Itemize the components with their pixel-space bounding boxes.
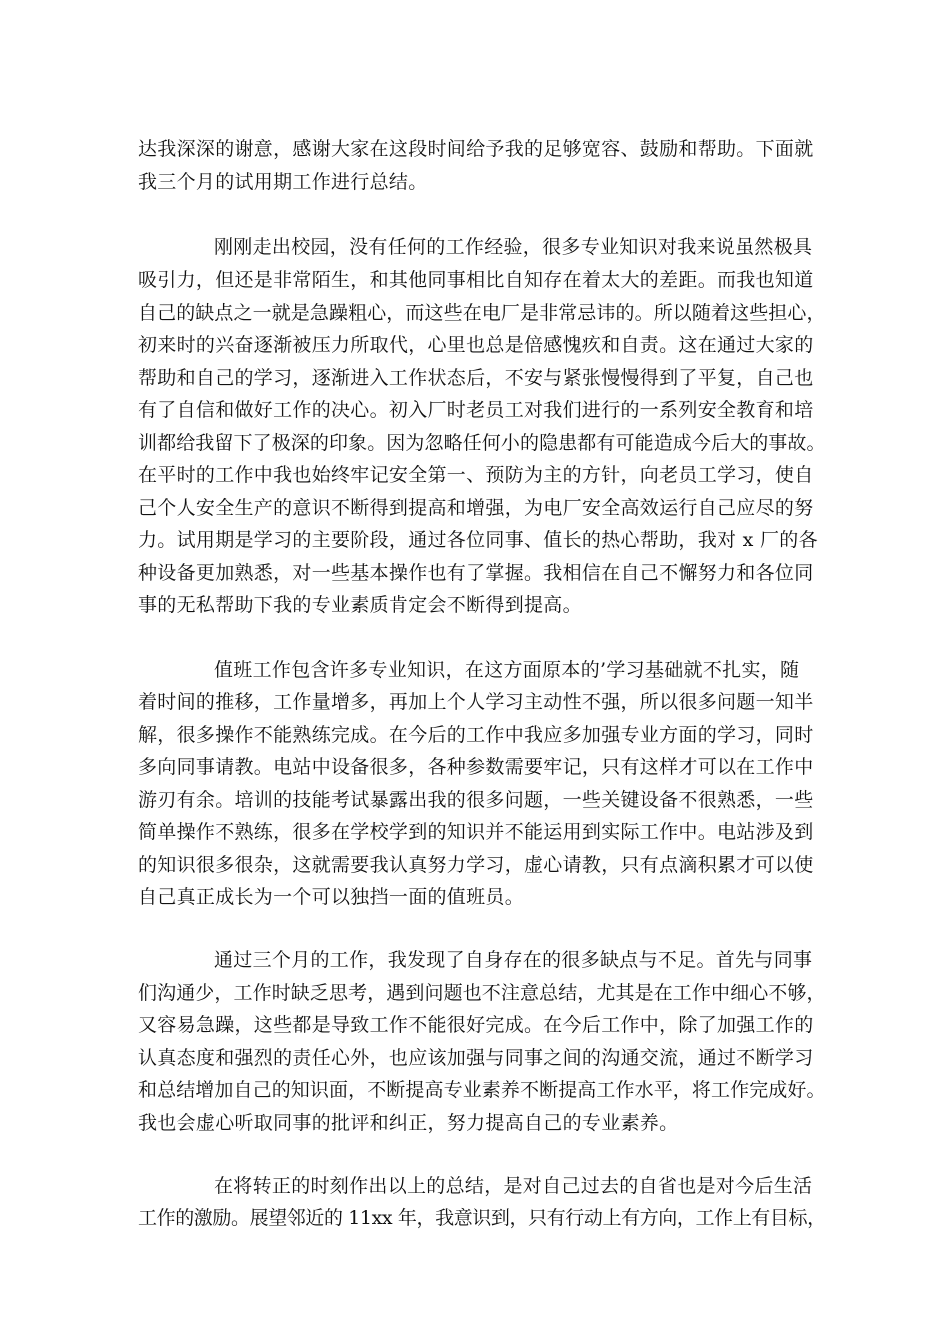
- paragraph-4-line-3: 又容易急躁，这些都是导致工作不能很好完成。在今后工作中，除了加强工作的: [138, 1014, 814, 1036]
- paragraph-5-line-2: 工作的激励。展望邻近的 11xx 年，我意识到，只有行动上有方向，工作上有目标，: [138, 1207, 826, 1229]
- paragraph-3-line-5: 游刃有余。培训的技能考试暴露出我的很多问题，一些关键设备不很熟悉，一些: [138, 789, 814, 811]
- paragraph-2-line-4: 初来时的兴奋逐渐被压力所取代，心里也总是倍感愧疚和自责。这在通过大家的: [138, 334, 814, 356]
- paragraph-3-line-4: 多向同事请教。电站中设备很多，各种参数需要牢记，只有这样才可以在工作中: [138, 756, 814, 778]
- paragraph-2-line-8: 在平时的工作中我也始终牢记安全第一、预防为主的方针，向老员工学习，使自: [138, 464, 814, 486]
- paragraph-2-line-5: 帮助和自己的学习，逐渐进入工作状态后，不安与紧张慢慢得到了平复，自己也: [138, 367, 814, 389]
- paragraph-4-line-1: 通过三个月的工作，我发现了自身存在的很多缺点与不足。首先与同事: [214, 949, 813, 971]
- paragraph-4-line-4: 认真态度和强烈的责任心外，也应该加强与同事之间的沟通交流，通过不断学习: [138, 1047, 814, 1069]
- paragraph-3-line-2: 着时间的推移，工作量增多，再加上个人学习主动性不强，所以很多问题一知半: [138, 691, 814, 713]
- paragraph-2-line-6: 有了自信和做好工作的决心。初入厂时老员工对我们进行的一系列安全教育和培: [138, 399, 814, 421]
- paragraph-2-line-12: 事的无私帮助下我的专业素质肯定会不断得到提高。: [138, 594, 582, 616]
- paragraph-2-line-1: 刚刚走出校园，没有任何的工作经验，很多专业知识对我来说虽然极具: [214, 236, 813, 258]
- paragraph-3-line-1: 值班工作包含许多专业知识，在这方面原本的’学习基础就不扎实，随: [214, 659, 800, 681]
- paragraph-2-line-9: 己个人安全生产的意识不断得到提高和增强，为电厂安全高效运行自己应尽的努: [138, 497, 814, 519]
- paragraph-2-line-2: 吸引力，但还是非常陌生，和其他同事相比自知存在着太大的差距。而我也知道: [138, 269, 814, 291]
- paragraph-3-line-6: 简单操作不熟练，很多在学校学到的知识并不能运用到实际工作中。电站涉及到: [138, 821, 814, 843]
- paragraph-4-line-6: 我也会虚心听取同事的批评和纠正，努力提高自己的专业素养。: [138, 1112, 679, 1134]
- paragraph-3-line-7: 的知识很多很杂，这就需要我认真努力学习，虚心请教，只有点滴积累才可以使: [138, 854, 814, 876]
- paragraph-1-line-2: 我三个月的试用期工作进行总结。: [138, 171, 428, 193]
- paragraph-4-line-2: 们沟通少，工作时缺乏思考，遇到问题也不注意总结，尤其是在工作中细心不够，: [138, 982, 826, 1004]
- paragraph-4-line-5: 和总结增加自己的知识面，不断提高专业素养不断提高工作水平，将工作完成好。: [138, 1079, 826, 1101]
- paragraph-1-line-1: 达我深深的谢意，感谢大家在这段时间给予我的足够宽容、鼓励和帮助。下面就: [138, 138, 814, 160]
- paragraph-3-line-8: 自己真正成长为一个可以独挡一面的值班员。: [138, 886, 525, 908]
- paragraph-5-line-1: 在将转正的时刻作出以上的总结，是对自己过去的自省也是对今后生活: [214, 1175, 813, 1197]
- paragraph-2-line-10: 力。试用期是学习的主要阶段，通过各位同事、值长的热心帮助，我对 x 厂的各: [138, 529, 818, 551]
- paragraph-2-line-3: 自己的缺点之一就是急躁粗心，而这些在电厂是非常忌讳的。所以随着这些担心，: [138, 302, 826, 324]
- paragraph-2-line-7: 训都给我留下了极深的印象。因为忽略任何小的隐患都有可能造成今后大的事故。: [138, 432, 826, 454]
- paragraph-3-line-3: 解，很多操作不能熟练完成。在今后的工作中我应多加强专业方面的学习，同时: [138, 724, 814, 746]
- paragraph-2-line-11: 种设备更加熟悉，对一些基本操作也有了掌握。我相信在自己不懈努力和各位同: [138, 562, 814, 584]
